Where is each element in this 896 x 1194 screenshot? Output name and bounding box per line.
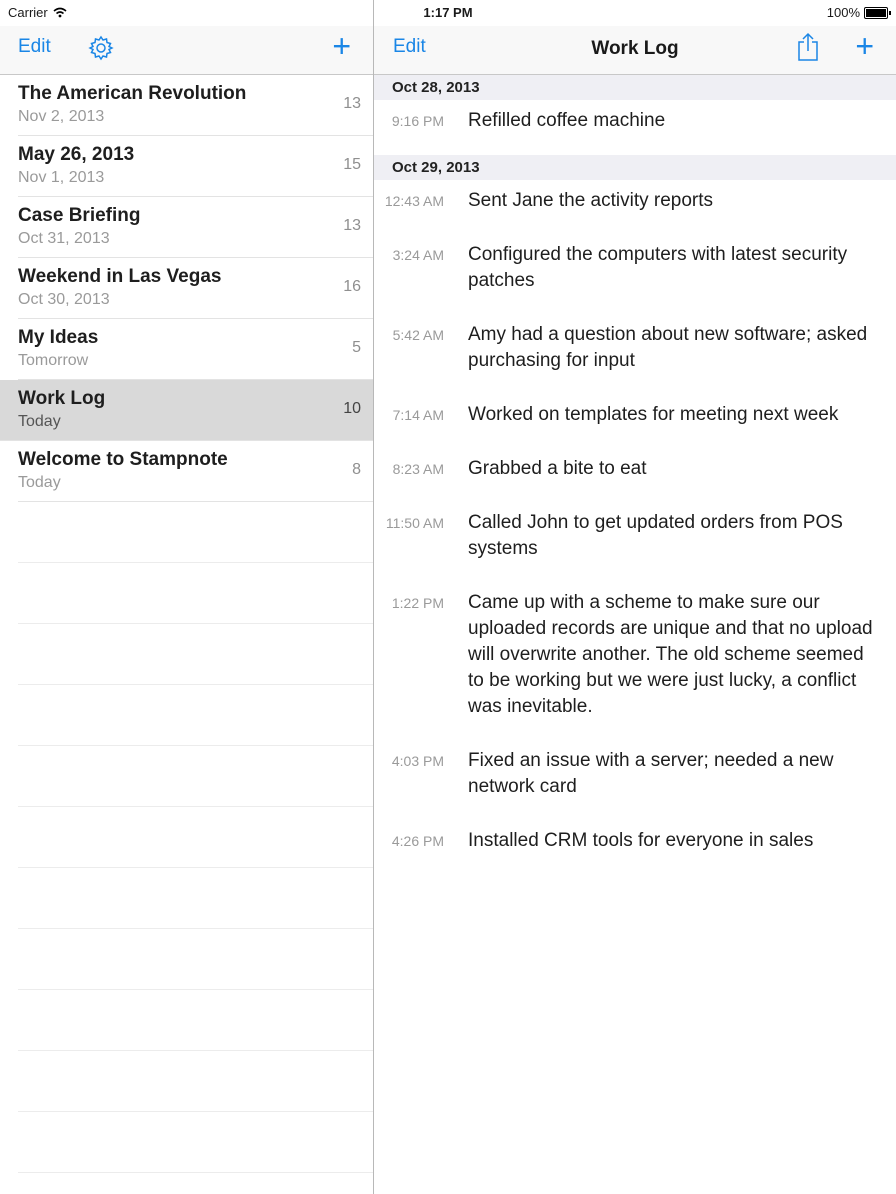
notebook-list xyxy=(0,75,373,1173)
notebook-entry-count: 5 xyxy=(352,339,361,356)
settings-gear-icon[interactable] xyxy=(88,35,114,67)
notebook-date: Today xyxy=(18,413,61,430)
notebook-list-item[interactable] xyxy=(18,441,373,502)
status-time: 1:17 PM xyxy=(423,5,473,20)
entry-text: Called John to get updated orders from POS systems xyxy=(468,512,843,559)
add-entry-button[interactable]: + xyxy=(855,28,874,64)
empty-list-row xyxy=(18,563,373,624)
log-detail-pane xyxy=(374,0,896,1194)
detail-navbar xyxy=(374,26,896,75)
notebook-date: Today xyxy=(18,474,61,491)
empty-list-row xyxy=(18,807,373,868)
log-entry[interactable] xyxy=(374,180,896,234)
notebook-title: Weekend in Las Vegas xyxy=(18,266,222,287)
empty-list-row xyxy=(18,868,373,929)
entry-time: 4:03 PM xyxy=(391,753,444,769)
entry-text: Grabbed a bite to eat xyxy=(468,458,647,479)
date-section-header: Oct 29, 2013 xyxy=(374,155,896,180)
entry-time: 9:16 PM xyxy=(391,113,444,129)
log-entries xyxy=(374,75,896,874)
entry-text: Sent Jane the activity reports xyxy=(468,190,714,211)
entry-time: 12:43 AM xyxy=(384,193,444,209)
entry-time: 11:50 AM xyxy=(385,515,444,531)
log-entry[interactable] xyxy=(374,394,896,448)
log-entry[interactable] xyxy=(374,502,896,582)
empty-list-row xyxy=(18,990,373,1051)
notebook-title: The American Revolution xyxy=(18,83,247,104)
empty-list-row xyxy=(18,929,373,990)
page-title: Work Log xyxy=(591,38,679,59)
log-entry[interactable] xyxy=(374,740,896,820)
notebook-title: Work Log xyxy=(18,388,106,409)
empty-list-row xyxy=(18,685,373,746)
entry-text: Amy had a question about new software; asked purchasing for input xyxy=(468,324,868,371)
entry-time: 7:14 AM xyxy=(392,407,444,423)
log-entry[interactable] xyxy=(374,234,896,314)
notebook-date: Oct 30, 2013 xyxy=(18,291,110,308)
entry-text: Refilled coffee machine xyxy=(468,110,666,131)
notebook-title: May 26, 2013 xyxy=(18,144,135,165)
notebook-list-pane xyxy=(0,0,373,1194)
empty-list-row xyxy=(18,1051,373,1112)
notebook-list-item[interactable] xyxy=(18,258,373,319)
add-notebook-button[interactable]: + xyxy=(332,28,351,64)
empty-list-row xyxy=(18,502,373,563)
log-entry[interactable] xyxy=(374,582,896,740)
notebook-date: Nov 1, 2013 xyxy=(18,169,105,186)
detail-edit-button[interactable]: Edit xyxy=(393,36,426,57)
entry-time: 8:23 AM xyxy=(392,461,444,477)
notebook-title: My Ideas xyxy=(18,327,99,348)
empty-list-row xyxy=(18,624,373,685)
entry-time: 4:26 PM xyxy=(391,833,444,849)
notebook-entry-count: 10 xyxy=(343,400,361,417)
notebook-entry-count: 13 xyxy=(343,217,361,234)
notebook-list-item[interactable] xyxy=(18,319,373,380)
empty-list-row xyxy=(18,1112,373,1173)
date-section-header: Oct 28, 2013 xyxy=(374,75,896,100)
master-navbar xyxy=(0,26,373,75)
notebook-entry-count: 15 xyxy=(343,156,361,173)
entry-text: Installed CRM tools for everyone in sales xyxy=(468,830,814,851)
log-entry[interactable] xyxy=(374,448,896,502)
battery-percent: 100% xyxy=(826,5,860,20)
notebook-title: Case Briefing xyxy=(18,205,141,226)
entry-time: 3:24 AM xyxy=(392,247,444,263)
entry-text: Configured the computers with latest security patches xyxy=(468,244,848,291)
share-icon[interactable] xyxy=(796,32,820,68)
notebook-title: Welcome to Stampnote xyxy=(18,449,228,470)
log-entry[interactable] xyxy=(374,100,896,155)
notebook-entry-count: 16 xyxy=(343,278,361,295)
edit-button[interactable]: Edit xyxy=(18,36,51,57)
carrier-label: Carrier xyxy=(8,5,48,20)
notebook-list-item[interactable] xyxy=(0,380,373,441)
entry-time: 5:42 AM xyxy=(392,327,444,343)
entry-text: Worked on templates for meeting next week xyxy=(468,404,839,425)
notebook-entry-count: 8 xyxy=(352,461,361,478)
empty-list-row xyxy=(18,746,373,807)
log-entry[interactable] xyxy=(374,820,896,874)
entry-time: 1:22 PM xyxy=(391,595,444,611)
notebook-date: Oct 31, 2013 xyxy=(18,230,110,247)
entry-text: Fixed an issue with a server; needed a new network card xyxy=(468,750,834,797)
entry-text: Came up with a scheme to make sure our uploaded records are unique and that no upload will overwrite another. The old scheme seemed to be working but we were just lucky, a conflict was inevitable. xyxy=(468,592,873,717)
notebook-date: Nov 2, 2013 xyxy=(18,108,105,125)
notebook-list-item[interactable] xyxy=(18,197,373,258)
log-entry[interactable] xyxy=(374,314,896,394)
notebook-list-item[interactable] xyxy=(18,75,373,136)
notebook-entry-count: 13 xyxy=(343,95,361,112)
notebook-date: Tomorrow xyxy=(18,352,89,369)
notebook-list-item[interactable] xyxy=(18,136,373,197)
